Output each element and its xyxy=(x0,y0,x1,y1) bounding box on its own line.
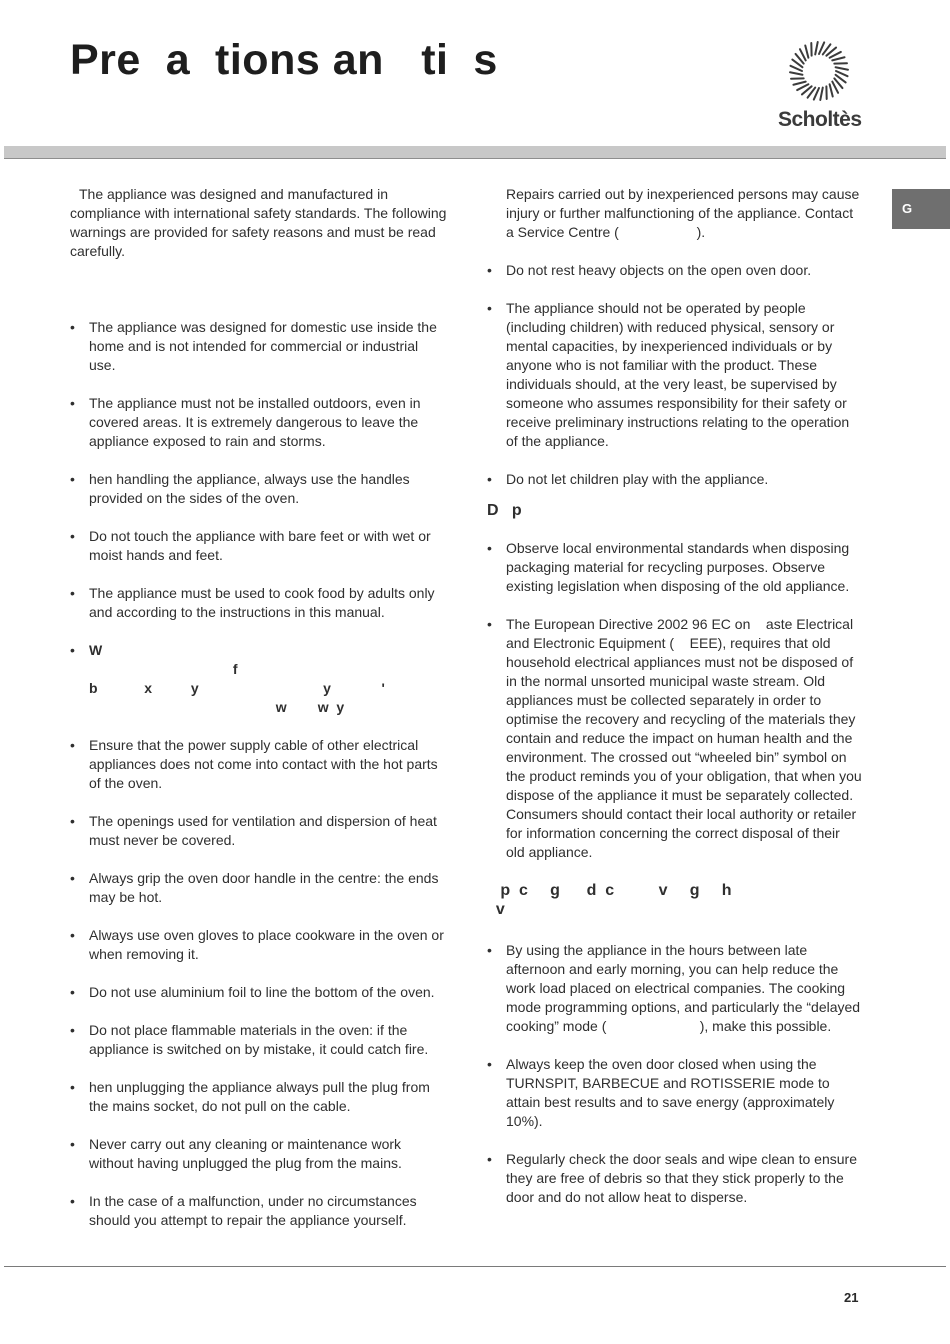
list-item: • The openings used for ventilation and dispersion of heat must never be covered. xyxy=(70,812,448,850)
list-item: • The appliance was designed for domestic use inside the home and is not intended for commercial or industrial use. xyxy=(70,318,448,375)
section-heading-energy-line2: v xyxy=(487,901,505,918)
page-number: 21 xyxy=(844,1290,859,1305)
brand-logo xyxy=(774,40,866,132)
list-item: • Always keep the oven door closed when using the TURNSPIT, BARBECUE and ROTISSERIE mode to attain best results and to save energy (approximately 10%). xyxy=(487,1055,862,1131)
list-item: • Do not let children play with the appliance. xyxy=(487,470,862,489)
header-bar xyxy=(4,146,946,159)
list-item: • Do not rest heavy objects on the open oven door. xyxy=(487,261,862,280)
right-column xyxy=(487,185,866,1207)
footer-rule xyxy=(4,1266,946,1267)
bold-line: w w y xyxy=(89,699,345,715)
list-item: • hen unplugging the appliance always pull the plug from the mains socket, do not pull on the cable. xyxy=(70,1078,448,1116)
bold-line: • W xyxy=(89,642,103,658)
page-title: Pre a tions an ti s xyxy=(70,36,498,84)
language-tab[interactable]: G xyxy=(892,189,950,229)
intro-paragraph: The appliance was designed and manufactured in compliance with international safety standards. The following warnings are provided for safety reasons and must be read carefully. xyxy=(70,186,447,259)
list-item: • The European Directive 2002 96 EC on aste Electrical and Electronic Equipment ( EEE), requires that old household electrical appliances must not be disposed of in the normal unsorted municipal waste stream. Old appliances must be collected separately in order to optimise the recovery and recycling of the materials they contain and reduce the impact on human health and the environment. The crossed out “wheeled bin” symbol on the product reminds you of your obligation, that when you dispose of the appliance it must be separately collected. xyxy=(487,615,862,805)
energy-list xyxy=(487,941,862,1207)
list-item: • Do not touch the appliance with bare feet or with wet or moist hands and feet. xyxy=(70,527,448,565)
list-item: • Do not use aluminium foil to line the bottom of the oven. xyxy=(70,983,448,1002)
list-item: • Always grip the oven door handle in the centre: the ends may be hot. xyxy=(70,869,448,907)
list-item: • Regularly check the door seals and wipe clean to ensure they are free of debris so that they stick properly to the door and do not allow heat to disperse. xyxy=(487,1150,862,1207)
list-item: • Do not place flammable materials in the oven: if the appliance is switched on by mistake, it could catch fire. xyxy=(70,1021,448,1059)
list-item: • Always use oven gloves to place cookware in the oven or when removing it. xyxy=(70,926,448,964)
list-item: • The appliance should not be operated by people (including children) with reduced physical, sensory or mental capacities, by inexperienced individuals or by anyone who is not familiar with the product. These individuals should, at the very least, be supervised by someone who assumes responsibility for their safety or receive preliminary instructions relating to the operation of the appliance. xyxy=(487,299,862,451)
list-item: • In the case of a malfunction, under no circumstances should you attempt to repair the appliance yourself. xyxy=(70,1192,448,1230)
safety-list-continued xyxy=(487,261,862,489)
bold-line: f xyxy=(89,661,238,677)
list-item: • hen handling the appliance, always use the handles provided on the sides of the oven. xyxy=(70,470,448,508)
disposal-note: Consumers should contact their local authority or retailer for information concerning the correct disposal of their old appliance. xyxy=(506,806,857,860)
section-heading-energy: p c g d c v g h xyxy=(487,882,732,899)
list-item: • By using the appliance in the hours between late afternoon and early morning, you can help reduce the work load placed on electrical companies. The cooking mode programming options, and particularly the “delayed cooking” mode ( ), make this possible. xyxy=(487,941,862,1036)
list-item: • The appliance must not be installed outdoors, even in covered areas. It is extremely dangerous to leave the appliance exposed to rain and storms. xyxy=(70,394,448,451)
list-item: • Observe local environmental standards when disposing packaging material for recycling purposes. Observe existing legislation when disposing of the old appliance. xyxy=(487,539,862,596)
list-item: • The appliance must be used to cook food by adults only and according to the instructions in this manual. xyxy=(70,584,448,622)
continuation-paragraph: Repairs carried out by inexperienced persons may cause injury or further malfunctioning of the appliance. Contact a Service Centre ( ). xyxy=(506,186,864,240)
brand-name: Scholtès xyxy=(778,108,862,131)
list-item-bold xyxy=(70,641,448,717)
list-item: • Never carry out any cleaning or maintenance work without having unplugged the plug from the mains. xyxy=(70,1135,448,1173)
disposal-list xyxy=(487,539,866,805)
section-heading-disposal: D p xyxy=(487,502,522,519)
safety-list xyxy=(70,318,448,1230)
left-column xyxy=(70,185,448,1230)
bold-line: b x y y ' xyxy=(89,680,385,696)
sun-icon xyxy=(788,40,850,102)
list-item: • Ensure that the power supply cable of other electrical appliances does not come into contact with the hot parts of the oven. xyxy=(70,736,448,793)
